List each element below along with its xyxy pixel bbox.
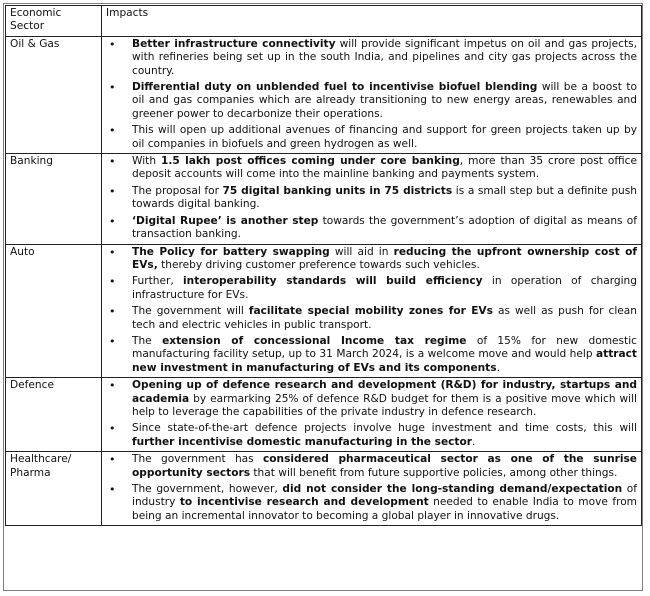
impact-highlight-text: considered pharmaceutical sector as one of the sunrise opportunity sectors — [132, 453, 637, 479]
impact-point — [106, 124, 637, 151]
impact-text: This will open up additional avenues of financing and support for green projects taken up by oil companies in biofuels and green hydrogen as well. — [132, 124, 637, 150]
header-economic-sector: Economic Sector — [6, 6, 102, 37]
impact-highlight-text: facilitate special mobility zones for EVs — [248, 305, 493, 318]
impact-text: thereby driving customer preference towards such vehicles. — [157, 258, 480, 271]
table-row-oil-gas — [6, 36, 642, 153]
impact-text: The government will — [132, 305, 249, 318]
impact-point — [106, 305, 637, 332]
table-row-auto — [6, 244, 642, 378]
impact-highlight-text: to incentivise research and development — [179, 496, 429, 509]
impact-text: The government has — [132, 453, 263, 466]
impact-text: will be a boost to oil and gas companies which are already transitioning to new energy areas, renewables and greener power to decarbonize their operations. — [132, 81, 637, 120]
impact-text: needed to enable India to move from being an incremental innovator to becoming a global player in innovative drugs. — [132, 496, 637, 522]
impact-highlight-text: The Policy for battery swapping — [132, 245, 330, 258]
impact-text: that will benefit from future supportive policies, among other things. — [250, 466, 618, 479]
sector-cell: Auto — [6, 244, 102, 378]
impact-point — [106, 38, 637, 78]
impact-highlight-text: interoperability standards will build efficiency — [183, 275, 483, 288]
impact-point — [106, 246, 637, 273]
sector-cell: Healthcare/ Pharma — [6, 452, 102, 526]
impact-text: towards the government’s adoption of digital as means of transaction banking. — [132, 214, 638, 241]
impact-text: , more than 35 crore post office deposit accounts will come into the mainline banking and payments system. — [132, 155, 637, 181]
impact-list — [106, 453, 637, 523]
impact-list — [106, 155, 637, 241]
impact-list — [106, 38, 637, 151]
impact-text: . — [471, 435, 476, 448]
impact-text: will aid in — [329, 245, 394, 258]
table-row-defence — [6, 378, 642, 452]
impact-highlight-text: did not consider the long-standing demand/expectation — [282, 483, 623, 495]
sector-cell: Defence — [6, 378, 102, 452]
table-row-healthcare-pharma — [6, 452, 642, 526]
impact-text: will provide significant impetus on oil and gas projects, with refineries being set up in the south India, and pipelines and city gas projects across the country. — [132, 37, 637, 77]
impact-point — [106, 335, 637, 375]
impact-highlight-text: attract new investment in manufacturing of EVs and its components — [132, 348, 637, 374]
impacts-cell — [102, 154, 642, 244]
impact-point — [106, 453, 637, 480]
impact-highlight-text: Differential duty on unblended fuel to incentivise biofuel blending — [132, 81, 538, 94]
impact-point — [106, 483, 637, 523]
header-impacts: Impacts — [102, 6, 642, 37]
table-body — [6, 36, 642, 525]
impact-point — [106, 379, 637, 419]
impact-text: as well as push for clean tech and electric vehicles in public transport. — [132, 305, 637, 331]
impact-text: The — [132, 334, 163, 347]
impact-text: in operation of charging infrastructure for EVs. — [132, 275, 637, 301]
impact-text: Further, — [132, 275, 184, 288]
impact-highlight-text: Better infrastructure connectivity — [132, 37, 336, 50]
impact-point — [106, 185, 637, 212]
impact-text: With — [132, 155, 162, 168]
sector-impacts-table — [5, 5, 642, 526]
table-row-banking — [6, 154, 642, 244]
impact-text: is a small step but a definite push towards digital banking. — [132, 184, 637, 211]
impact-text: The government, however, — [132, 483, 283, 495]
impact-text: of industry — [132, 483, 637, 509]
impact-text: of 15% for new domestic manufacturing facility setup, up to 31 March 2024, is a welcome move and would help — [132, 334, 637, 361]
impacts-cell — [102, 378, 642, 452]
impacts-cell — [102, 36, 642, 153]
impact-point — [106, 215, 637, 242]
impact-text: The proposal for — [132, 184, 223, 197]
impact-text: Since state-of-the-art defence projects involve huge investment and time costs, this will — [132, 422, 637, 435]
impact-text: . — [496, 361, 500, 374]
impact-text: by earmarking 25% of defence R&D budget for them is a positive move which will help to leverage the capabilities of the private industry in defence research. — [132, 392, 637, 418]
impact-list — [106, 379, 637, 449]
impact-highlight-text: 75 digital banking units in 75 districts — [222, 184, 453, 197]
impact-highlight-text: reducing the upfront ownership cost of EVs, — [132, 245, 637, 271]
impact-highlight-text: Opening up of defence research and development (R&D) for industry, startups and academia — [132, 379, 637, 405]
impact-highlight-text: 1.5 lakh post offices coming under core banking — [161, 155, 460, 168]
table-header-row — [6, 6, 642, 37]
impact-list — [106, 246, 637, 376]
impact-highlight-text: further incentivise domestic manufacturing in the sector — [132, 435, 472, 448]
sector-cell: Oil & Gas — [6, 36, 102, 153]
impact-highlight-text: extension of concessional Income tax regime — [162, 334, 467, 347]
impact-highlight-text: ‘Digital Rupee’ is another step — [132, 214, 319, 227]
impact-point — [106, 81, 637, 121]
sector-cell: Banking — [6, 154, 102, 244]
impacts-cell — [102, 244, 642, 378]
impact-point — [106, 275, 637, 302]
impact-point — [106, 155, 637, 182]
impact-point — [106, 422, 637, 449]
impacts-cell — [102, 452, 642, 526]
